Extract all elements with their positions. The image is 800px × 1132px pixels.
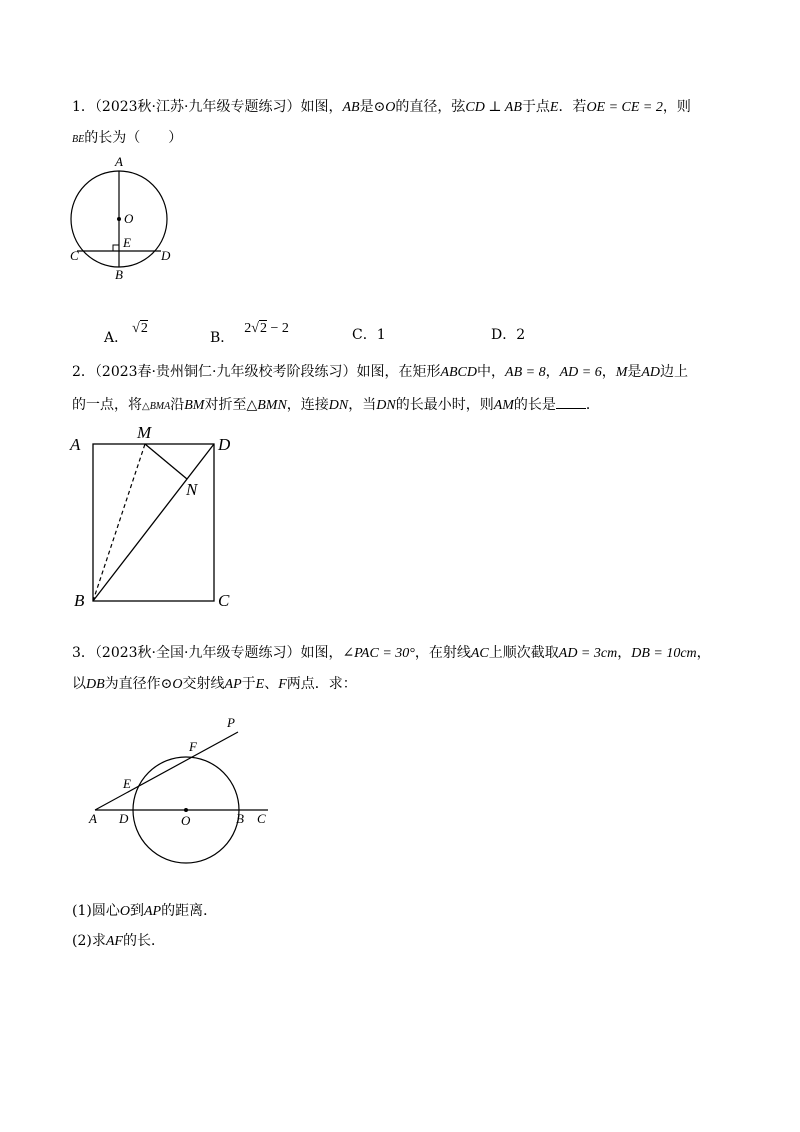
q2-segment-bd: [93, 444, 214, 601]
q3-sub2-text: (2)求: [72, 933, 106, 949]
q2-figure: [70, 420, 240, 615]
q1-right-angle-mark: [113, 245, 119, 251]
q3-text: 交射线: [182, 676, 225, 692]
q1-text: ，则: [662, 99, 691, 115]
q2-math-abcd: ABCD: [440, 365, 478, 380]
q2-math-bm: BM: [184, 398, 205, 413]
q1-math-circle-o: ⊙O: [373, 100, 396, 115]
q3-sub2-math-af: AF: [105, 934, 123, 949]
q3-math-e: E: [255, 677, 265, 692]
q3-text: 如图，: [300, 645, 343, 661]
q3-label-e: E: [123, 776, 131, 791]
q2-math-dn: DN: [328, 398, 349, 413]
q2-segment-bm-dashed: [93, 444, 145, 601]
q1-math-be: BE: [72, 134, 85, 145]
q2-source: （2023春·贵州铜仁·九年级校考阶段练习）: [94, 364, 357, 380]
q2-text: ，当: [348, 397, 377, 413]
q2-text: 沿: [170, 397, 185, 413]
q3-label-d: D: [119, 811, 129, 826]
q1-text: 如图，: [300, 99, 343, 115]
q1-label-a: A: [115, 154, 123, 169]
q1-option-b-tail: − 2: [266, 321, 289, 336]
q1-option-d-label: D．: [491, 327, 517, 343]
q2-label-m: M: [137, 423, 152, 442]
q1-option-a[interactable]: [104, 318, 148, 346]
q3-sub1-text: 到: [129, 903, 144, 919]
q3-number: 3．: [72, 645, 95, 661]
q1-option-c-value: 1: [376, 327, 386, 343]
q1-option-b-value: 2√2 − 2: [244, 321, 289, 336]
q3-math-ad3: AD = 3cm: [558, 646, 618, 661]
q2-number: 2．: [72, 364, 95, 380]
q1-number: 1．: [72, 99, 95, 115]
q2-text: 的长是: [513, 397, 556, 413]
q2-stem-line1: [72, 362, 688, 383]
q2-text: 边上: [660, 364, 689, 380]
q1-label-o: O: [124, 211, 134, 226]
q2-math-ad: AD: [641, 365, 661, 380]
q3-sub2-text: 的长．: [122, 933, 165, 949]
q2-text: 中，: [477, 364, 506, 380]
q2-math-ab8: AB = 8: [505, 365, 546, 380]
q2-label-d: D: [218, 435, 231, 454]
q3-stem-line2: [72, 674, 357, 695]
q1-math-equation: OE = CE = 2: [586, 100, 663, 115]
q1-label-b: B: [115, 267, 123, 282]
q1-option-b-coef: 2: [244, 321, 252, 336]
q1-stem-line1: [72, 97, 691, 118]
q1-math-ab: AB: [342, 100, 360, 115]
q2-text: 是: [627, 364, 642, 380]
q3-sub-question-1: [72, 901, 217, 922]
q3-label-o: O: [181, 813, 191, 828]
q3-label-p: P: [227, 715, 235, 730]
q1-option-d-value: 2: [516, 327, 526, 343]
q3-math-f: F: [278, 677, 287, 692]
q3-math-ac: AC: [470, 646, 489, 661]
q1-option-b-radicand: 2: [259, 321, 267, 336]
q1-center-dot: [117, 217, 121, 221]
q2-stem-line2: [72, 394, 600, 417]
q3-math-circle-o: ⊙O: [160, 677, 183, 692]
q2-label-b: B: [74, 591, 85, 610]
q3-source: （2023秋·全国·九年级专题练习）: [94, 645, 301, 661]
q3-center-dot: [184, 808, 188, 812]
q1-option-b[interactable]: [210, 318, 289, 346]
q1-text: 是: [359, 99, 374, 115]
q3-text: 为直径作: [104, 676, 161, 692]
q2-text: ．: [585, 397, 600, 413]
q2-label-c: C: [218, 591, 230, 610]
q3-text: ，: [617, 645, 632, 661]
q1-text: 于点: [521, 99, 550, 115]
q3-label-f: F: [189, 739, 197, 754]
q3-math-angle: ∠PAC = 30°: [342, 646, 415, 661]
q2-math-ad6: AD = 6: [559, 365, 602, 380]
q2-text: ，: [601, 364, 616, 380]
q2-math-dn: DN: [376, 398, 396, 413]
q3-text: ，在射线: [414, 645, 471, 661]
q3-ray-ap: [95, 732, 238, 810]
q2-math-m: M: [615, 365, 628, 380]
q3-text: 于: [241, 676, 256, 692]
q3-math-ap: AP: [224, 677, 242, 692]
q2-text: 的一点，将: [72, 397, 142, 413]
q3-sub1-text: 的距离．: [161, 903, 218, 919]
q2-text: ，连接: [286, 397, 329, 413]
q1-math-cd-perp-ab: CD ⊥ AB: [465, 100, 522, 115]
q2-segment-mn: [145, 444, 187, 479]
q1-option-a-radicand: 2: [140, 321, 148, 336]
q3-sub1-math-o: O: [119, 904, 130, 919]
q3-label-b: B: [236, 811, 244, 826]
q2-text: 对折至: [204, 397, 247, 413]
q2-math-tri-bmn: △BMN: [246, 398, 287, 413]
q3-math-db10: DB = 10cm: [631, 646, 697, 661]
q1-stem-line2: [72, 128, 182, 150]
q2-label-n: N: [186, 480, 198, 499]
q1-figure: [60, 150, 190, 290]
q2-text: ，: [545, 364, 560, 380]
q1-option-c[interactable]: [352, 325, 386, 345]
q1-label-c: C: [70, 248, 79, 263]
q1-option-b-label: B．: [210, 330, 235, 346]
q2-math-tri-bma: △BMA: [142, 401, 171, 412]
q2-text: 的长最小时，则: [395, 397, 494, 413]
q1-source: （2023秋·江苏·九年级专题练习）: [94, 99, 301, 115]
q3-figure: [85, 715, 285, 870]
q2-label-a: A: [70, 435, 81, 454]
q3-text: 以: [72, 676, 86, 692]
q3-text: 、: [264, 676, 279, 692]
q3-text: ，: [696, 645, 711, 661]
q1-option-d[interactable]: [491, 325, 525, 345]
q1-label-d: D: [161, 248, 171, 263]
q3-label-a: A: [89, 811, 97, 826]
q2-text: 如图，在矩形: [356, 364, 441, 380]
q1-text: ．若: [558, 99, 587, 115]
q3-label-c: C: [257, 811, 266, 826]
q3-sub1-text: (1)圆心: [72, 903, 120, 919]
q2-answer-blank[interactable]: [556, 394, 586, 409]
q3-sub-question-2: [72, 931, 165, 952]
q3-text: 两点．求：: [286, 676, 357, 692]
q3-math-db: DB: [86, 677, 105, 692]
q2-math-am: AM: [493, 398, 514, 413]
q1-math-e: E: [549, 100, 559, 115]
q1-text: 的直径，弦: [395, 99, 466, 115]
q3-stem-line1: [72, 643, 711, 664]
q1-text: 的长为（ ）: [84, 130, 183, 146]
q3-text: 上顺次截取: [488, 645, 559, 661]
q1-option-a-label: A．: [104, 330, 129, 346]
q1-option-a-value: √2: [132, 321, 148, 336]
q3-sub1-math-ap: AP: [143, 904, 162, 919]
q1-label-e: E: [123, 235, 131, 250]
q1-option-c-label: C．: [352, 327, 377, 343]
